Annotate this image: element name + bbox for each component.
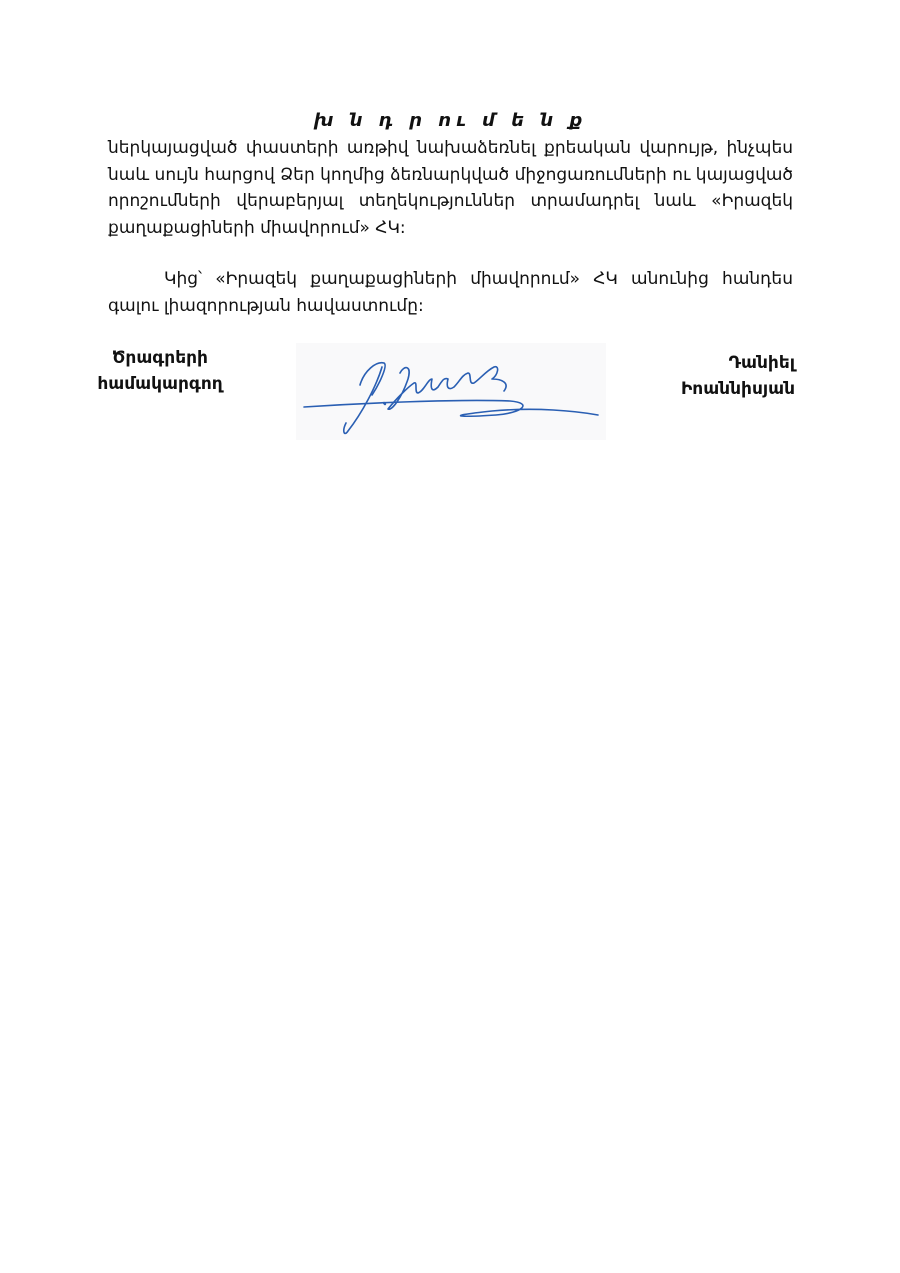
signer-name [663,350,795,402]
request-heading: խ ն դ ր ու մ ե ն ք [313,110,588,131]
signature-drawing [296,343,606,440]
signer-last-name: Իոաննիսյան [680,379,795,399]
signer-first-name: Դանիել [728,353,795,373]
signer-position-line-1: Ծրագրերի [112,348,208,368]
signer-position [90,345,230,397]
signer-position-line-2: համակարգող [97,374,223,394]
handwritten-signature [296,343,606,440]
request-paragraph: ներկայացված փաստերի առթիվ նախաձեռնել քրեական վարույթ, ինչպես նաև սույն հարցով Ձեր կողմից ձեռնարկված միջոցառումների ու կայացված որոշումների վերաբերյալ տեղեկություններ տրամադրել նաև «Իրազեկ քաղաքացիների միավորում» ՀԿ: [108,138,793,238]
attachment-paragraph: Կից՝ «Իրազեկ քաղաքացիների միավորում» ՀԿ անունից հանդես գալու լիազորության հավաստումը: [108,269,793,316]
